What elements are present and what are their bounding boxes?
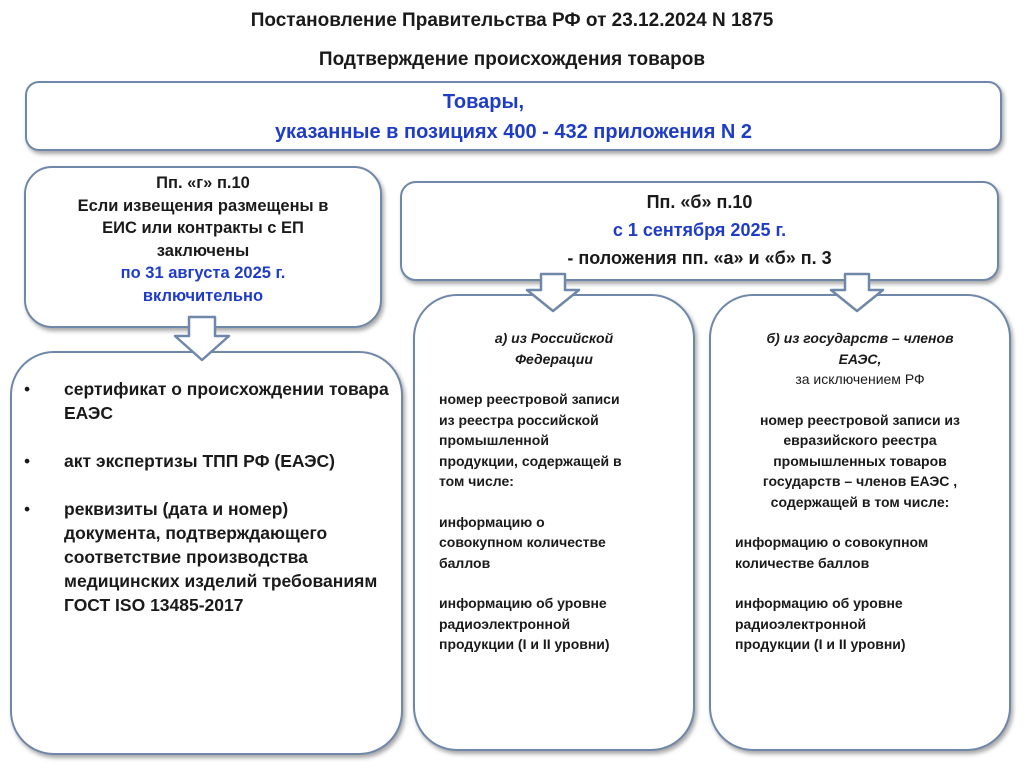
- rule-g-date: по 31 августа 2025 г.: [120, 264, 286, 282]
- eaeu-text-line: радиоэлектронной: [735, 615, 867, 632]
- russia-heading2: Федерации: [515, 350, 593, 367]
- eaeu-heading1: б) из государств – членов: [766, 330, 954, 346]
- down-arrow-icon: [523, 273, 583, 313]
- eaeu-text-line: количестве баллов: [735, 554, 870, 571]
- eaeu-heading2: ЕАЭС,: [838, 350, 882, 367]
- page-title: Постановление Правительства РФ от 23.12.2024 N 1875: [250, 10, 774, 31]
- russia-text-line: том числе:: [439, 473, 514, 489]
- eaeu-text-line: евразийского реестра: [783, 432, 937, 448]
- rule-b-line1: Пп. «б» п.10: [646, 192, 753, 212]
- documents-list: [12, 377, 389, 617]
- eaeu-text-line: содержащей в том числе:: [770, 493, 950, 510]
- russia-text-line: продукции, содержащей в: [439, 452, 622, 469]
- eaeu-text-line: номер реестровой записи из: [759, 411, 961, 428]
- goods-line1: Товары,: [442, 91, 525, 113]
- rule-g-line1: Пп. «г» п.10: [156, 174, 250, 192]
- goods-box: [25, 81, 1002, 151]
- russia-text-line: совокупном количестве: [439, 534, 606, 550]
- goods-line2: указанные в позициях 400 - 432 приложения N 2: [274, 121, 753, 143]
- rule-b-date: с 1 сентября 2025 г.: [612, 220, 787, 240]
- eaeu-box: [709, 294, 1011, 751]
- russia-text-line: информацию о: [439, 513, 545, 530]
- rule-b-line3: - положения пп. «а» и «б» п. 3: [567, 248, 832, 268]
- rule-g-inclusive: включительно: [142, 286, 264, 305]
- page-subtitle: Подтверждение происхождения товаров: [318, 49, 706, 70]
- russia-text-line: промышленной: [439, 432, 549, 448]
- list-item: • сертификат о происхождении товара ЕАЭС: [64, 377, 389, 425]
- russia-text-line: продукции (I и II уровни): [439, 636, 610, 652]
- rule-g-line3: ЕИС или контракты с ЕП: [102, 219, 304, 237]
- russia-text-line: радиоэлектронной: [439, 615, 571, 632]
- rule-g-line2: Если извещения размещены в: [77, 196, 329, 215]
- russia-text-line: номер реестровой записи: [439, 391, 620, 407]
- eaeu-text-line: информацию об уровне: [735, 595, 903, 611]
- rule-g-line4: заключены: [156, 241, 250, 260]
- eaeu-heading3: за исключением РФ: [795, 371, 925, 387]
- russia-text-line: баллов: [439, 554, 491, 571]
- list-item: • акт экспертизы ТПП РФ (ЕАЭС): [64, 449, 389, 473]
- documents-box: [10, 351, 403, 755]
- russia-text-line: информацию об уровне: [439, 595, 607, 611]
- eaeu-text-line: информацию о совокупном: [735, 534, 929, 550]
- russia-box: [413, 294, 695, 751]
- list-item: • реквизиты (дата и номер) документа, подтверждающего соответствие производства медицинских изделий требованиям ГОСТ ISO 13485-2017: [64, 497, 389, 617]
- eaeu-text-line: промышленных товаров: [773, 452, 947, 469]
- down-arrow-icon: [172, 316, 232, 362]
- rule-b-box: [400, 181, 999, 281]
- eaeu-text-line: государств – членов ЕАЭС ,: [762, 473, 958, 489]
- russia-heading1: а) из Российской: [494, 330, 614, 346]
- eaeu-text-line: продукции (I и II уровни): [735, 636, 906, 652]
- down-arrow-icon: [827, 273, 887, 313]
- russia-text-line: из реестра российской: [439, 411, 599, 428]
- rule-g-box: [24, 166, 382, 328]
